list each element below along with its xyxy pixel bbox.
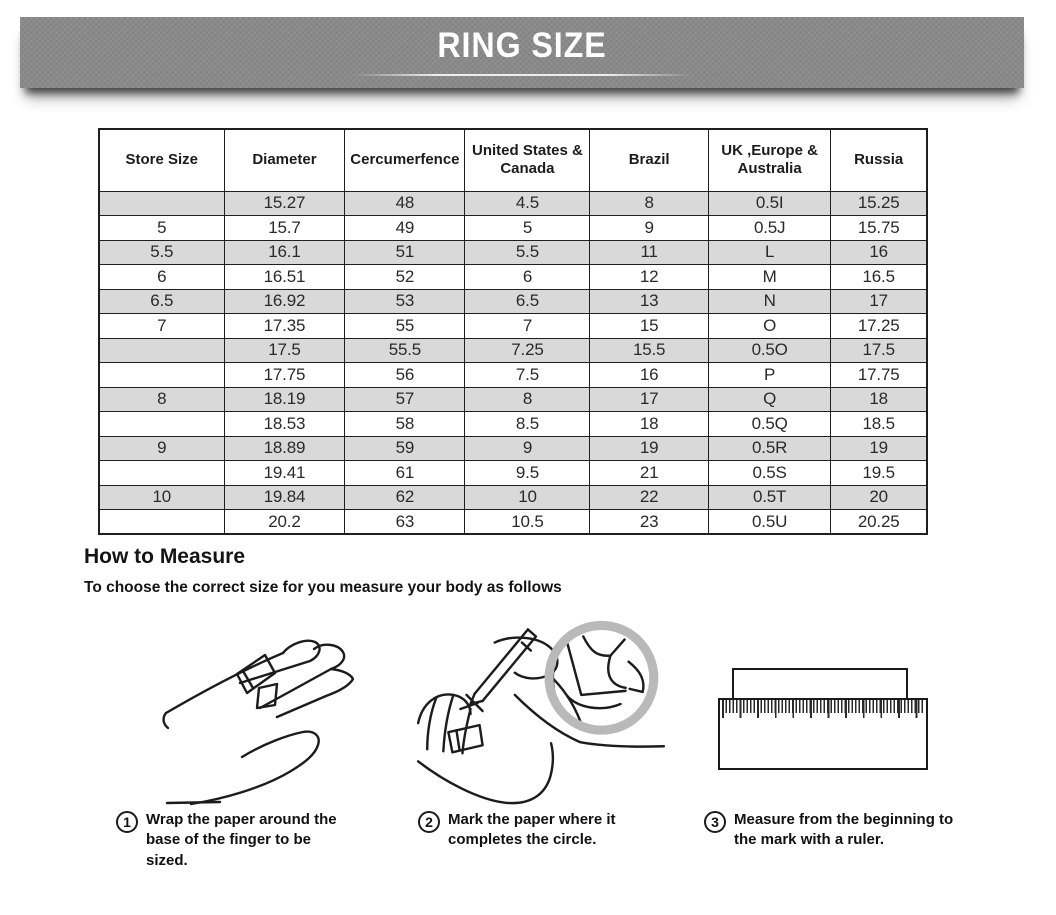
table-cell: 7.25 [465, 338, 590, 363]
how-to-measure-subheading: To choose the correct size for you measure your body as follows [84, 579, 562, 596]
table-cell: P [708, 363, 831, 388]
table-cell: 17 [831, 289, 927, 314]
ring-size-table [98, 128, 928, 535]
table-cell: 58 [345, 412, 465, 437]
table-cell: 19.5 [831, 461, 927, 486]
table-cell [99, 510, 224, 535]
table-cell: 18.19 [224, 387, 345, 412]
table-cell: 0.5S [708, 461, 831, 486]
table-cell: 12 [590, 265, 708, 290]
table-cell: 18.53 [224, 412, 345, 437]
table-cell: 6.5 [465, 289, 590, 314]
table-row [99, 363, 927, 388]
table-cell [99, 461, 224, 486]
table-row [99, 265, 927, 290]
column-header: United States & Canada [465, 129, 590, 191]
table-cell: 13 [590, 289, 708, 314]
table-row [99, 314, 927, 339]
table-cell: 5 [99, 216, 224, 241]
table-cell: 23 [590, 510, 708, 535]
table-cell: 10.5 [465, 510, 590, 535]
table-cell: 0.5O [708, 338, 831, 363]
table-row [99, 461, 927, 486]
column-header: Store Size [99, 129, 224, 191]
table-cell: 17.35 [224, 314, 345, 339]
table-cell: 10 [465, 485, 590, 510]
table-cell: 62 [345, 485, 465, 510]
table-cell: 16.5 [831, 265, 927, 290]
table-cell: 8 [590, 191, 708, 216]
magnifier-circle-icon [549, 625, 654, 730]
table-cell: 8.5 [465, 412, 590, 437]
table-cell: 18 [831, 387, 927, 412]
table-cell: 18.5 [831, 412, 927, 437]
table-row [99, 216, 927, 241]
table-cell: 59 [345, 436, 465, 461]
table-cell: 0.5J [708, 216, 831, 241]
table-cell: 22 [590, 485, 708, 510]
table-row [99, 289, 927, 314]
table-cell: O [708, 314, 831, 339]
table-row [99, 338, 927, 363]
table-cell: 51 [345, 240, 465, 265]
table-cell: 9.5 [465, 461, 590, 486]
table-cell: 55 [345, 314, 465, 339]
table-cell: 20 [831, 485, 927, 510]
table-cell [99, 363, 224, 388]
hand-mark-illustration [396, 598, 688, 818]
table-cell: 15.75 [831, 216, 927, 241]
banner [20, 17, 1024, 88]
table-cell: 16.1 [224, 240, 345, 265]
table-row [99, 412, 927, 437]
table-cell: 7 [465, 314, 590, 339]
table-cell: 4.5 [465, 191, 590, 216]
table-cell: 8 [465, 387, 590, 412]
table-cell: 19 [590, 436, 708, 461]
column-header: UK ,Europe & Australia [708, 129, 831, 191]
table-cell: 11 [590, 240, 708, 265]
table-cell: 0.5U [708, 510, 831, 535]
table-row [99, 436, 927, 461]
table-cell: 5.5 [99, 240, 224, 265]
table-cell: 15.7 [224, 216, 345, 241]
table-cell: 6 [465, 265, 590, 290]
table-cell: 15 [590, 314, 708, 339]
table-row [99, 191, 927, 216]
table-cell: 9 [99, 436, 224, 461]
table-cell: 7 [99, 314, 224, 339]
table-cell: 21 [590, 461, 708, 486]
table-cell: 53 [345, 289, 465, 314]
hand-wrap-illustration [106, 612, 378, 810]
paper-strip [732, 668, 908, 701]
table-cell: 15.27 [224, 191, 345, 216]
table-cell: 0.5Q [708, 412, 831, 437]
table-cell [99, 412, 224, 437]
step-number-3: 3 [704, 811, 726, 833]
ruler-body [718, 698, 928, 770]
table-cell: M [708, 265, 831, 290]
column-header: Brazil [590, 129, 708, 191]
step-text-1: Wrap the paper around the base of the finger to be sized. [146, 811, 337, 869]
table-row [99, 510, 927, 535]
table-cell: 10 [99, 485, 224, 510]
table-cell: 8 [99, 387, 224, 412]
table-cell: 61 [345, 461, 465, 486]
table-cell: 16 [590, 363, 708, 388]
table-cell: 17.5 [224, 338, 345, 363]
table-cell: 9 [465, 436, 590, 461]
table-cell [99, 191, 224, 216]
table-row [99, 485, 927, 510]
table-cell: 19.41 [224, 461, 345, 486]
table-cell: 16.92 [224, 289, 345, 314]
table-header-row [99, 129, 927, 191]
table-cell: L [708, 240, 831, 265]
table-cell: 18.89 [224, 436, 345, 461]
table-cell: 0.5T [708, 485, 831, 510]
ruler-icon [716, 660, 936, 774]
page-title: RING SIZE [437, 26, 607, 65]
table-row [99, 240, 927, 265]
hand-marking-with-pencil-icon [396, 598, 688, 818]
step-text-2: Mark the paper where it completes the circle. [448, 811, 616, 849]
table-cell: 6.5 [99, 289, 224, 314]
table-cell: 18 [590, 412, 708, 437]
table-cell: 19 [831, 436, 927, 461]
table-cell: 49 [345, 216, 465, 241]
table-header [99, 129, 927, 191]
table-cell: 17.75 [224, 363, 345, 388]
table-cell: 17.25 [831, 314, 927, 339]
table-cell: 0.5I [708, 191, 831, 216]
size-table-body [99, 191, 927, 534]
table-cell: 55.5 [345, 338, 465, 363]
table-cell: 5 [465, 216, 590, 241]
table-cell: 63 [345, 510, 465, 535]
column-header: Diameter [224, 129, 345, 191]
table-cell: 7.5 [465, 363, 590, 388]
how-to-measure-heading: How to Measure [84, 545, 246, 568]
hand-with-paper-strip-icon [106, 612, 378, 810]
table-cell: 17.75 [831, 363, 927, 388]
table-cell: 6 [99, 265, 224, 290]
column-header: Cercumerfence [345, 129, 465, 191]
table-cell: 56 [345, 363, 465, 388]
table-cell: 15.25 [831, 191, 927, 216]
table-cell: 17.5 [831, 338, 927, 363]
table-cell: 20.2 [224, 510, 345, 535]
step-number-2: 2 [418, 811, 440, 833]
table-cell: 17 [590, 387, 708, 412]
table-cell: Q [708, 387, 831, 412]
step-text-3: Measure from the beginning to the mark with a ruler. [734, 811, 954, 849]
table-cell: 16 [831, 240, 927, 265]
table-cell: 16.51 [224, 265, 345, 290]
step-caption-2 [418, 810, 630, 851]
table-cell: 5.5 [465, 240, 590, 265]
banner-underline [352, 74, 692, 76]
table-cell [99, 338, 224, 363]
table-row [99, 387, 927, 412]
table-cell: 19.84 [224, 485, 345, 510]
table-cell: N [708, 289, 831, 314]
table-cell: 15.5 [590, 338, 708, 363]
table-cell: 20.25 [831, 510, 927, 535]
table-cell: 48 [345, 191, 465, 216]
step-caption-1 [116, 810, 346, 871]
column-header: Russia [831, 129, 927, 191]
table-cell: 57 [345, 387, 465, 412]
step-caption-3 [704, 810, 966, 851]
table-cell: 52 [345, 265, 465, 290]
ruler-minor-ticks [722, 700, 923, 713]
table-cell: 9 [590, 216, 708, 241]
table-cell: 0.5R [708, 436, 831, 461]
step-number-1: 1 [116, 811, 138, 833]
